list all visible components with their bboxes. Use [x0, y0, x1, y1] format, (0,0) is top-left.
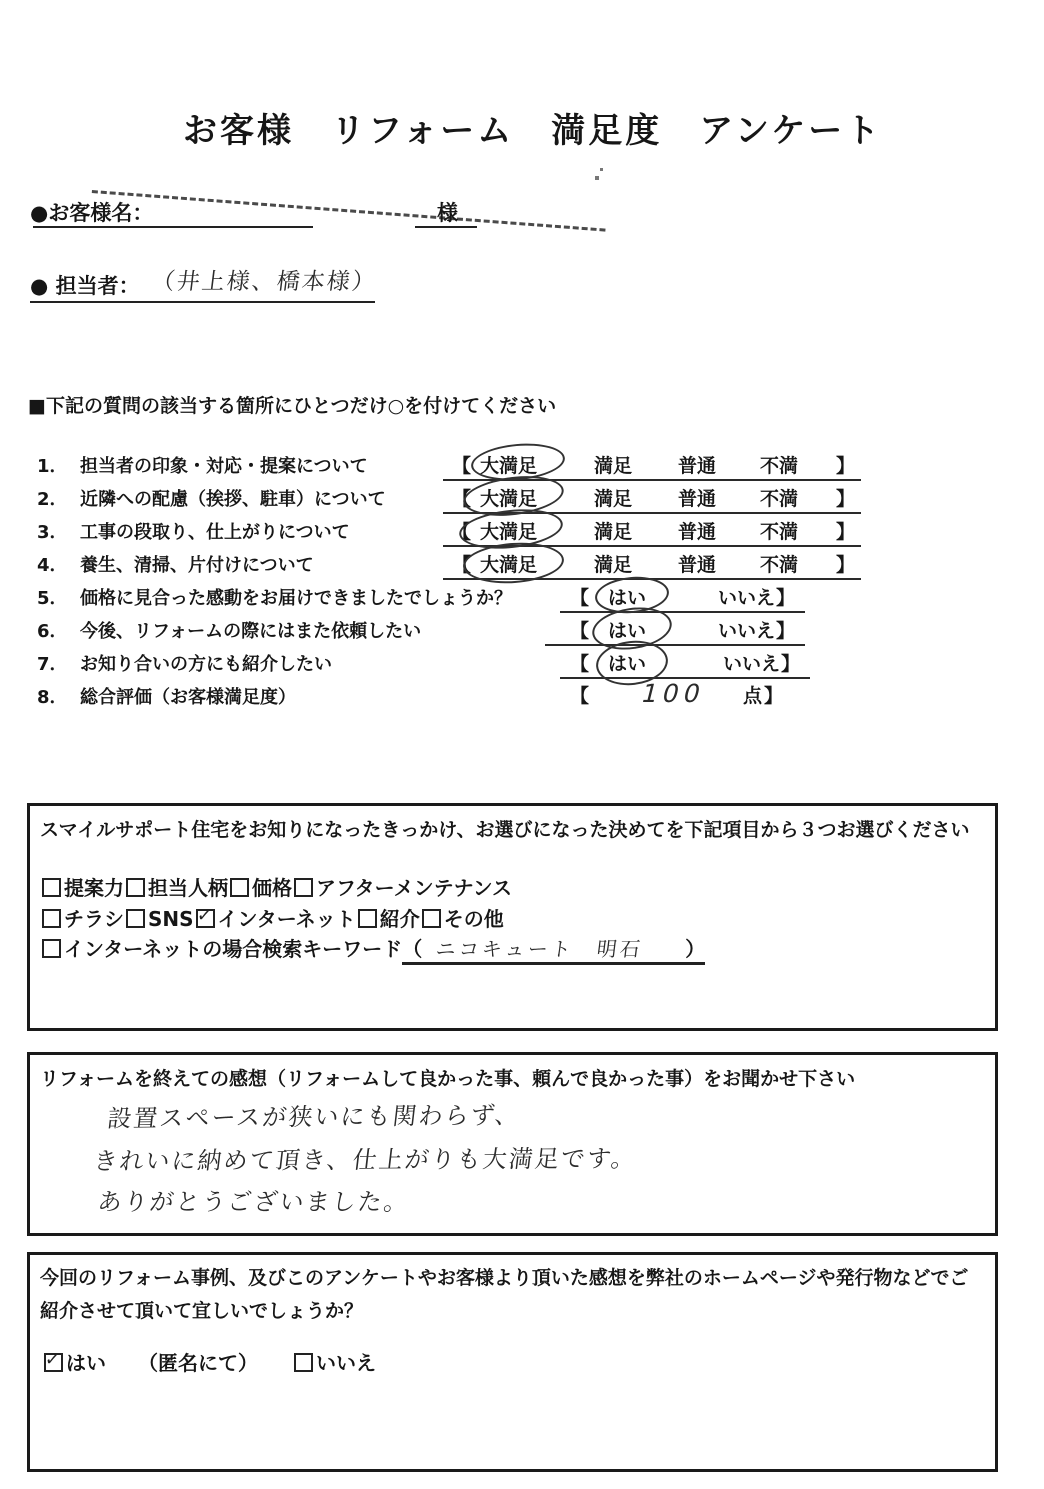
q4-option-manzoku[interactable]: 満足: [594, 554, 633, 576]
scan-speck: [600, 168, 603, 171]
label-sonota: その他: [443, 907, 504, 931]
label-tantojingara: 担当人柄: [148, 876, 228, 900]
q5-option-no[interactable]: いいえ: [718, 587, 776, 609]
feedback-line-3: ありがとうございました。: [95, 1188, 412, 1216]
label-aftermaintenance: アフターメンテナンス: [316, 876, 512, 900]
checkbox-tantojingara[interactable]: [126, 878, 145, 897]
checkbox-kakaku[interactable]: [230, 878, 249, 897]
source-row-2: [42, 903, 504, 932]
q6-option-no[interactable]: いいえ: [718, 620, 776, 642]
q5-label: 価格に見合った感動をお届けできましたでしょうか？: [80, 588, 512, 609]
q3-option-fuman[interactable]: 不満: [760, 521, 799, 543]
customer-name-label: ●お客様名：: [30, 201, 154, 225]
feedback-box: [27, 1052, 998, 1236]
q1-option-manzoku[interactable]: 満足: [594, 455, 633, 477]
label-kakaku: 価格: [252, 876, 292, 900]
q2-bracket-close: 】: [836, 488, 856, 510]
publish-box-text: 今回のリフォーム事例、及びこのアンケートやお客様より頂いた感想を弊社のホームページや発行物などでご紹介させて頂いて宜しいでしょうか？: [40, 1267, 969, 1323]
q8-unit: 点: [743, 685, 763, 707]
publish-answer-row: [44, 1347, 376, 1376]
q6-options: [545, 616, 805, 646]
scan-speck: [595, 176, 599, 180]
feedback-line-2: きれいに納めて頂き、仕上がりも大満足です。: [91, 1144, 639, 1176]
label-chirashi: チラシ: [64, 907, 124, 931]
publish-box: [27, 1252, 998, 1472]
q2-bracket-open: 【: [452, 488, 472, 510]
q7-number: 7．: [37, 654, 68, 675]
q4-option-fuman[interactable]: 不満: [760, 554, 799, 576]
q3-option-daimanzoku[interactable]: 大満足: [480, 521, 538, 543]
q3-bracket-open: 【: [452, 521, 472, 543]
q8-answer: [560, 681, 810, 709]
keyword-value-handwritten: ニコキュート 明石: [434, 937, 645, 961]
q5-option-yes[interactable]: はい: [608, 587, 647, 609]
q3-bracket-close: 】: [836, 521, 856, 543]
source-box-title: スマイルサポート住宅をお知りになったきっかけ、お選びになった決めてを下記項目から３つお選びください: [40, 819, 970, 841]
keyword-field[interactable]: [402, 933, 705, 965]
staff-label: ● 担当者：: [30, 274, 140, 298]
label-publish-no: いいえ: [316, 1351, 376, 1375]
label-keyword: インターネットの場合検索キーワード: [64, 937, 403, 961]
q1-bracket-close: 】: [836, 455, 856, 477]
q1-option-fuman[interactable]: 不満: [760, 455, 799, 477]
checkbox-chirashi[interactable]: [42, 909, 61, 928]
questions-instruction: ■下記の質問の該当する箇所にひとつだけ○を付けてください: [28, 395, 557, 417]
q4-option-daimanzoku[interactable]: 大満足: [480, 554, 538, 576]
q3-number: 3．: [37, 522, 68, 543]
checkbox-shokai[interactable]: [358, 909, 377, 928]
q1-option-daimanzoku[interactable]: 大満足: [480, 455, 538, 477]
staff-name-handwritten: （井上様、橋本様）: [150, 269, 379, 295]
q2-option-manzoku[interactable]: 満足: [594, 488, 633, 510]
q5-number: 5．: [37, 588, 68, 609]
q6-number: 6．: [37, 621, 68, 642]
source-box: [27, 803, 998, 1031]
customer-name-suffix: 様: [437, 201, 458, 225]
q8-bracket-close: 】: [764, 685, 784, 707]
checkbox-sonota[interactable]: [422, 909, 441, 928]
internet-check-icon: ✓: [195, 905, 214, 926]
q7-label: お知り合いの方にも紹介したい: [80, 654, 332, 675]
q1-number: 1．: [37, 456, 68, 477]
q6-bracket-open: 【: [570, 620, 590, 642]
source-row-1: [42, 872, 512, 901]
q1-bracket-open: 【: [452, 455, 472, 477]
q3-option-manzoku[interactable]: 満足: [594, 521, 633, 543]
q5-bracket-open: 【: [570, 587, 590, 609]
label-teianryoku: 提案力: [64, 876, 124, 900]
q7-bracket-open: 【: [570, 653, 590, 675]
q1-label: 担当者の印象・対応・提案について: [80, 456, 368, 477]
q2-option-daimanzoku[interactable]: 大満足: [480, 488, 538, 510]
q2-label: 近隣への配慮（挨拶、駐車）について: [80, 489, 386, 510]
publish-yes-check-icon: ✓: [43, 1349, 62, 1370]
keyword-paren-open: （: [402, 937, 423, 961]
label-internet: インターネット: [217, 907, 356, 931]
keyword-paren-close: ）: [685, 937, 706, 961]
label-publish-yes: はい: [66, 1351, 106, 1375]
page-title: お客様 リフォーム 満足度 アンケート: [183, 111, 883, 151]
q3-label: 工事の段取り、仕上がりについて: [80, 522, 350, 543]
customer-name-field[interactable]: [33, 201, 313, 228]
label-sns: SNS: [148, 907, 194, 931]
feedback-box-title: リフォームを終えての感想（リフォームして良かった事、頼んで良かった事）をお聞かせ下さい: [40, 1068, 856, 1090]
q1-option-futsuu[interactable]: 普通: [678, 455, 717, 477]
q2-option-fuman[interactable]: 不満: [760, 488, 799, 510]
q8-label: 総合評価（お客様満足度）: [80, 687, 296, 708]
q5-bracket-close: 】: [776, 587, 796, 609]
q3-option-futsuu[interactable]: 普通: [678, 521, 717, 543]
checkbox-publish-yes[interactable]: [43, 1349, 63, 1372]
q7-option-yes[interactable]: はい: [608, 653, 647, 675]
q4-label: 養生、清掃、片付けについて: [80, 555, 314, 576]
checkbox-sns[interactable]: [126, 909, 145, 928]
q4-number: 4．: [37, 555, 68, 576]
q4-bracket-open: 【: [452, 554, 472, 576]
checkbox-aftermaintenance[interactable]: [294, 878, 313, 897]
label-publish-anonymous: （匿名にて）: [138, 1351, 258, 1375]
q8-number: 8．: [37, 687, 68, 708]
label-shokai: 紹介: [379, 907, 420, 931]
q4-option-futsuu[interactable]: 普通: [678, 554, 717, 576]
q6-label: 今後、リフォームの際にはまた依頼したい: [80, 621, 422, 642]
q6-option-yes[interactable]: はい: [608, 620, 647, 642]
checkbox-publish-no[interactable]: [294, 1353, 313, 1372]
q2-number: 2．: [37, 489, 68, 510]
checkbox-keyword[interactable]: [42, 939, 61, 958]
q2-option-futsuu[interactable]: 普通: [678, 488, 717, 510]
q8-score-handwritten[interactable]: 100: [638, 679, 709, 708]
q8-bracket-open: 【: [570, 685, 590, 707]
q7-bracket-close: 】: [781, 653, 801, 675]
checkbox-internet[interactable]: [195, 905, 215, 928]
q4-bracket-close: 】: [836, 554, 856, 576]
checkbox-teianryoku[interactable]: [42, 878, 61, 897]
q7-option-no[interactable]: いいえ: [723, 653, 781, 675]
source-row-keyword: [42, 933, 705, 965]
customer-suffix-underline: [415, 201, 477, 228]
q6-bracket-close: 】: [776, 620, 796, 642]
feedback-line-1: 設置スペースが狭いにも関わらず、: [105, 1101, 523, 1133]
staff-field[interactable]: [30, 272, 375, 303]
